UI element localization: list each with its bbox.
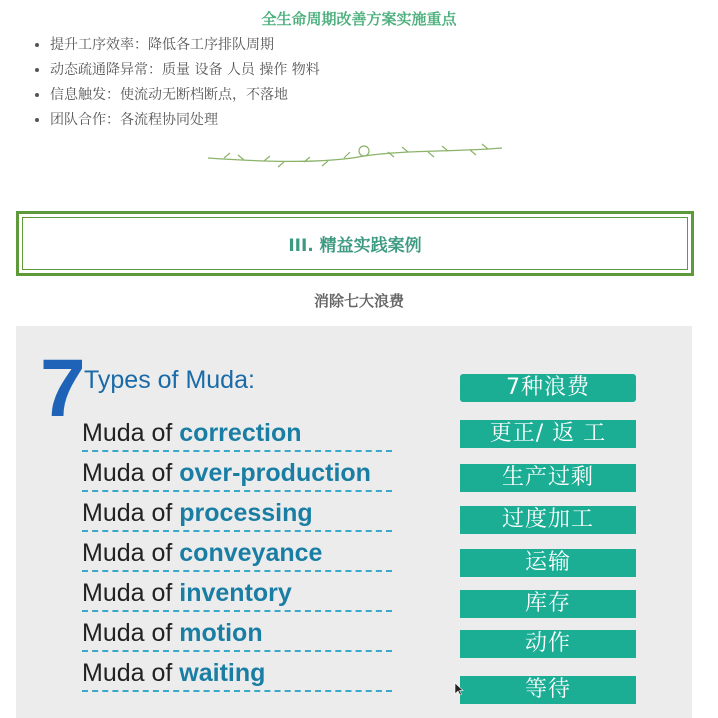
muda-term: processing	[179, 499, 313, 527]
list-item: • 团队合作：各流程协同处理	[50, 109, 320, 134]
key-points-list	[30, 34, 320, 134]
muda-prefix: Muda of	[82, 659, 180, 687]
zh-term-box: 库存	[460, 590, 636, 618]
muda-prefix: Muda of	[82, 539, 180, 567]
muda-term: over-production	[179, 459, 371, 487]
list-item: • 提升工序效率：降低各工序排队周期	[50, 34, 320, 59]
list-item: • 信息触发：使流动无断档断点，不落地	[50, 84, 320, 109]
muda-prefix: Muda of	[82, 579, 180, 607]
muda-row-waiting	[82, 656, 392, 692]
lifecycle-title: 全生命周期改善方案实施重点	[261, 10, 457, 28]
mouse-cursor-icon	[454, 682, 464, 696]
zh-term-box: 运输	[460, 549, 636, 577]
muda-slide-image	[16, 326, 692, 718]
zh-term-box: 动作	[460, 630, 636, 658]
muda-prefix: Muda of	[82, 619, 180, 647]
muda-row-over-production	[82, 456, 392, 492]
muda-prefix: Muda of	[82, 419, 180, 447]
zh-header-box: 7种浪费	[460, 374, 636, 402]
zh-term-box: 等待	[460, 676, 636, 704]
section-subtitle: 消除七大浪费	[313, 292, 404, 310]
muda-term: inventory	[179, 579, 292, 607]
muda-term: conveyance	[179, 539, 323, 567]
big-seven-number: 7	[40, 343, 86, 434]
section-heading-inner	[22, 217, 688, 270]
muda-row-motion	[82, 616, 392, 652]
muda-prefix: Muda of	[82, 459, 180, 487]
vine-divider-icon	[204, 142, 506, 170]
muda-row-processing	[82, 496, 392, 532]
zh-term-box: 过度加工	[460, 506, 636, 534]
section-title: III. 精益实践案例	[288, 236, 422, 256]
muda-row-inventory	[82, 576, 392, 612]
muda-term: waiting	[179, 659, 266, 687]
muda-row-conveyance	[82, 536, 392, 572]
zh-term-box: 更正/ 返 工	[460, 420, 636, 448]
muda-term: motion	[179, 619, 263, 647]
types-of-muda-title: Types of Muda:	[84, 366, 255, 394]
muda-prefix: Muda of	[82, 499, 180, 527]
zh-term-box: 生产过剩	[460, 464, 636, 492]
muda-term: correction	[179, 419, 302, 447]
list-item: • 动态疏通降异常：质量 设备 人员 操作 物料	[50, 59, 320, 84]
muda-row-correction	[82, 416, 392, 452]
section-heading-box	[16, 211, 694, 276]
